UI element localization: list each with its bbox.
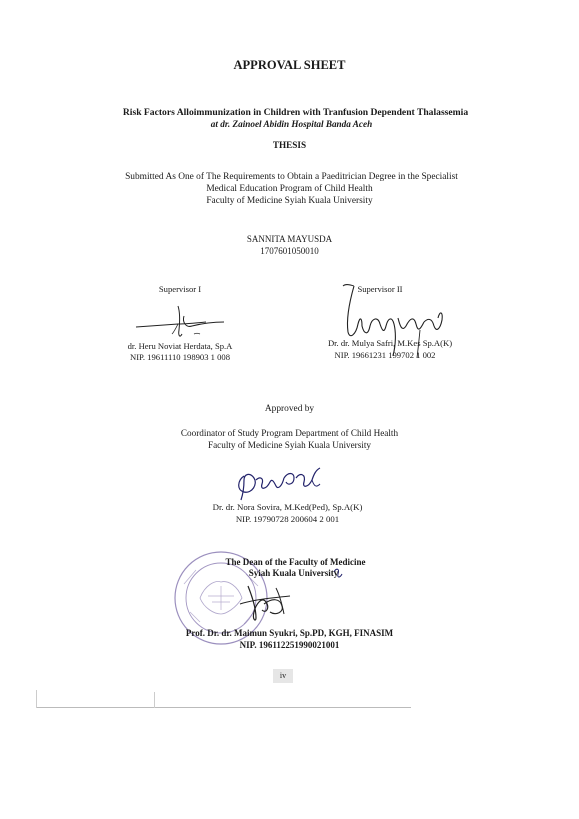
coordinator-title-line1: Coordinator of Study Program Department of Child Health xyxy=(180,428,399,438)
page-number: iv xyxy=(273,669,293,683)
submitted-line2: Medical Education Program of Child Health xyxy=(206,184,373,194)
supervisor-1-name: dr. Heru Noviat Herdata, Sp.A xyxy=(127,341,233,351)
student-id: 1707601050010 xyxy=(260,246,319,256)
research-title-line1: Risk Factors Alloimmunization in Children with Tranfusion Dependent Thalassemia xyxy=(122,107,469,118)
dean-title-line1: The Dean of the Faculty of Medicine xyxy=(225,557,366,567)
coordinator-nip: NIP. 19790728 200604 2 001 xyxy=(235,514,340,524)
coordinator-title-line2: Faculty of Medicine Syiah Kuala University xyxy=(207,440,372,450)
dean-nip: NIP. 196112251990021001 xyxy=(239,640,340,650)
document-title: APPROVAL SHEET xyxy=(233,58,346,72)
supervisor-2-nip: NIP. 19661231 199702 1 002 xyxy=(334,350,436,360)
submitted-line1: Submitted As One of The Requirements to Obtain a Paeditrician Degree in the Specialist xyxy=(125,172,458,182)
research-title-line2: at dr. Zainoel Abidin Hospital Banda Aceh xyxy=(210,119,373,129)
supervisor-1-nip: NIP. 19611110 198903 1 008 xyxy=(129,352,231,362)
submitted-line3: Faculty of Medicine Syiah Kuala University xyxy=(206,196,373,206)
approved-by-label: Approved by xyxy=(264,404,315,414)
document-type: THESIS xyxy=(272,140,307,150)
supervisor-1-label: Supervisor I xyxy=(158,284,202,294)
supervisor-2-label: Supervisor II xyxy=(357,284,403,294)
dean-name: Prof. Dr. dr. Maimun Syukri, Sp.PD, KGH, FINASIM xyxy=(185,628,394,638)
supervisor-2-name: Dr. dr. Mulya Safri, M.Kes Sp.A(K) xyxy=(327,338,453,348)
student-name: SANNITA MAYUSDA xyxy=(246,234,333,244)
coordinator-name: Dr. dr. Nora Sovira, M.Ked(Ped), Sp.A(K) xyxy=(212,502,363,512)
dean-title-line2: Syiah Kuala University xyxy=(248,568,339,578)
